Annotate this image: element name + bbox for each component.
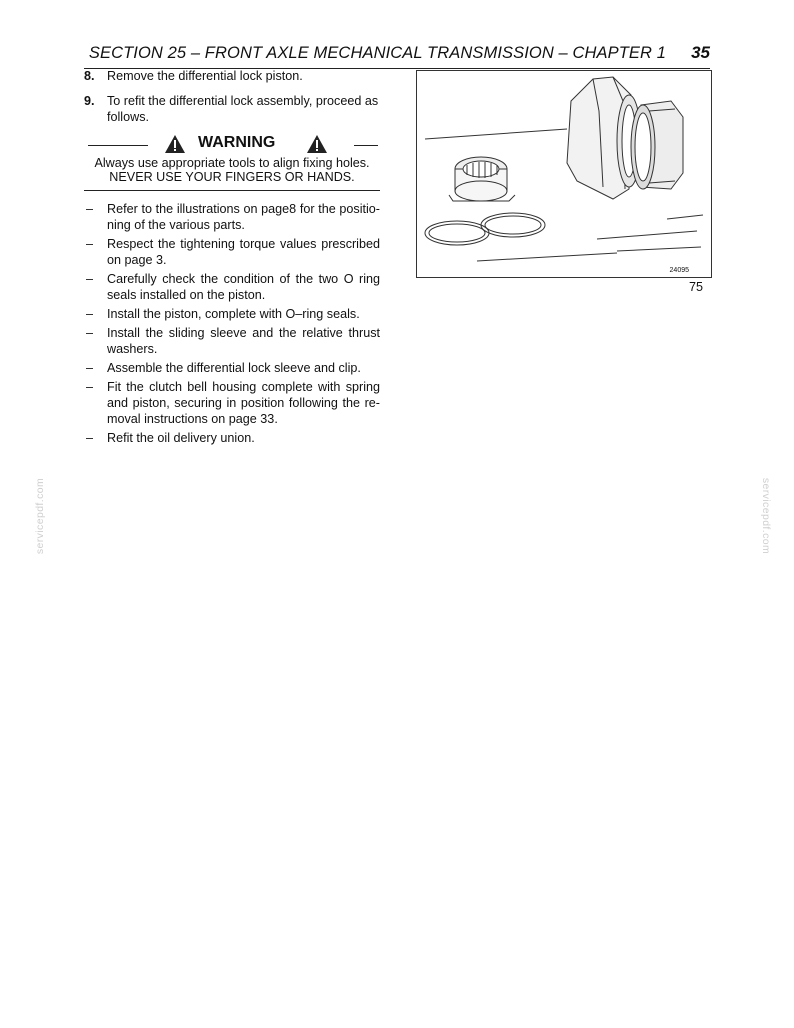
instructions-column: [84, 68, 380, 449]
list-item: – Fit the clutch bell housing complete with spring and piston, securing in position following the re-moval instructions on page 33.: [86, 380, 380, 426]
list-item-text: Fit the clutch bell housing complete with spring and piston, securing in position following the re-moval instructions on page 33.: [107, 380, 380, 426]
step-9: [84, 93, 380, 125]
warning-triangle-icon: [306, 134, 328, 154]
watermark: servicepdf.com: [760, 477, 773, 555]
figure-code: 24095: [669, 267, 689, 274]
list-item-text: Respect the tightening torque values prescribed on page 3.: [107, 237, 380, 267]
page-number: 35: [691, 43, 710, 62]
list-item: – Respect the tightening torque values prescribed on page 3.: [86, 237, 380, 267]
watermark: servicepdf.com: [34, 477, 47, 555]
warning-title: WARNING: [198, 134, 276, 151]
warning-text: [84, 156, 380, 191]
list-item: – Carefully check the condition of the two O ring seals installed on the piston.: [86, 272, 380, 302]
page-header: [84, 42, 710, 69]
step-8: [84, 68, 380, 84]
list-item-text: Install the sliding sleeve and the relative thrust washers.: [107, 326, 380, 356]
step-text: To refit the differential lock assembly, proceed as follows.: [107, 94, 379, 124]
figure-number: 75: [689, 280, 704, 294]
list-item: – Refit the oil delivery union.: [86, 431, 255, 445]
list-item-text: Carefully check the condition of the two O ring seals installed on the piston.: [107, 272, 380, 302]
list-item: – Refer to the illustrations on page8 for the positio-ning of the various parts.: [86, 202, 380, 232]
list-item-text: Assemble the differential lock sleeve and clip.: [107, 361, 361, 375]
warning-header: [84, 134, 380, 156]
list-item: – Assemble the differential lock sleeve and clip.: [86, 361, 361, 375]
list-item: – Install the piston, complete with O–ring seals.: [86, 307, 360, 321]
divider: [354, 145, 378, 146]
warning-line-1: Always use appropriate tools to align fixing holes.: [94, 156, 370, 170]
list-item-text: Install the piston, complete with O–ring seals.: [107, 307, 360, 321]
warning-triangle-icon: [164, 134, 186, 154]
list-item: – Install the sliding sleeve and the relative thrust washers.: [86, 326, 380, 356]
warning-line-2: NEVER USE YOUR FINGERS OR HANDS.: [109, 170, 355, 184]
instruction-list: [84, 201, 380, 446]
section-title: SECTION 25 – FRONT AXLE MECHANICAL TRANSMISSION – CHAPTER 1: [88, 44, 666, 62]
divider: [88, 145, 148, 146]
step-number: 9.: [84, 94, 95, 108]
list-item-text: Refit the oil delivery union.: [107, 431, 255, 445]
step-number: 8.: [84, 69, 95, 83]
step-text: Remove the differential lock piston.: [107, 69, 303, 83]
axle-assembly-illustration: [417, 71, 711, 277]
illustration-frame: [416, 70, 712, 278]
list-item-text: Refer to the illustrations on page8 for the positio-ning of the various parts.: [107, 202, 380, 232]
